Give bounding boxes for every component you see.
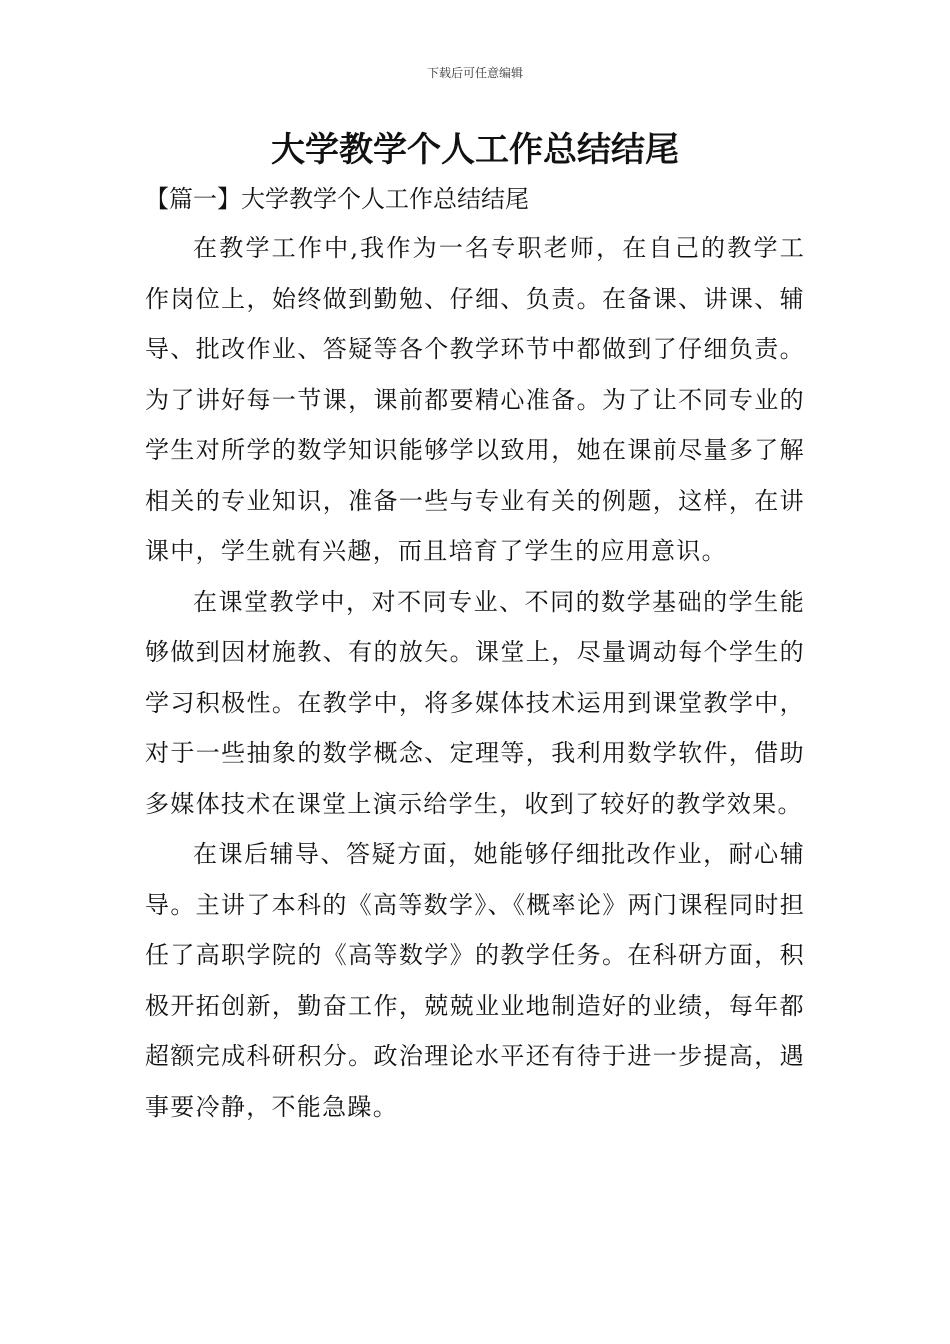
section-heading: 【篇一】大学教学个人工作总结结尾 [145, 185, 529, 213]
body-text [145, 223, 805, 1132]
paragraph-3: 在课后辅导、答疑方面，她能够仔细批改作业，耐心辅导。主讲了本科的《高等数学》、《概率论》两门课程同时担任了高职学院的《高等数学》的教学任务。在科研方面，积极开拓创新，勤奋工作，兢兢业业地制造好的业绩，每年都超额完成科研积分。政治理论水平还有待于进一步提高，遇事要冷静，不能急躁。 [145, 840, 805, 1121]
paragraph-1: 在教学工作中,我作为一名专职老师，在自己的教学工作岗位上，始终做到勤勉、仔细、负责。在备课、讲课、辅导、批改作业、答疑等各个教学环节中都做到了仔细负责。为了讲好每一节课，课前都要精心准备。为了让不同专业的学生对所学的数学知识能够学以致用，她在课前尽量多了解相关的专业知识，准备一些与专业有关的例题，这样，在讲课中，学生就有兴趣，而且培育了学生的应用意识。 [145, 234, 805, 565]
document-title: 大学教学个人工作总结结尾 [271, 130, 679, 170]
paragraph-2: 在课堂教学中，对不同专业、不同的数学基础的学生能够做到因材施教、有的放矢。课堂上，尽量调动每个学生的学习积极性。在教学中，将多媒体技术运用到课堂教学中，对于一些抽象的数学概念、定理等，我利用数学软件，借助多媒体技术在课堂上演示给学生，收到了较好的教学效果。 [145, 587, 805, 818]
header-note: 下载后可任意编辑 [426, 66, 523, 80]
